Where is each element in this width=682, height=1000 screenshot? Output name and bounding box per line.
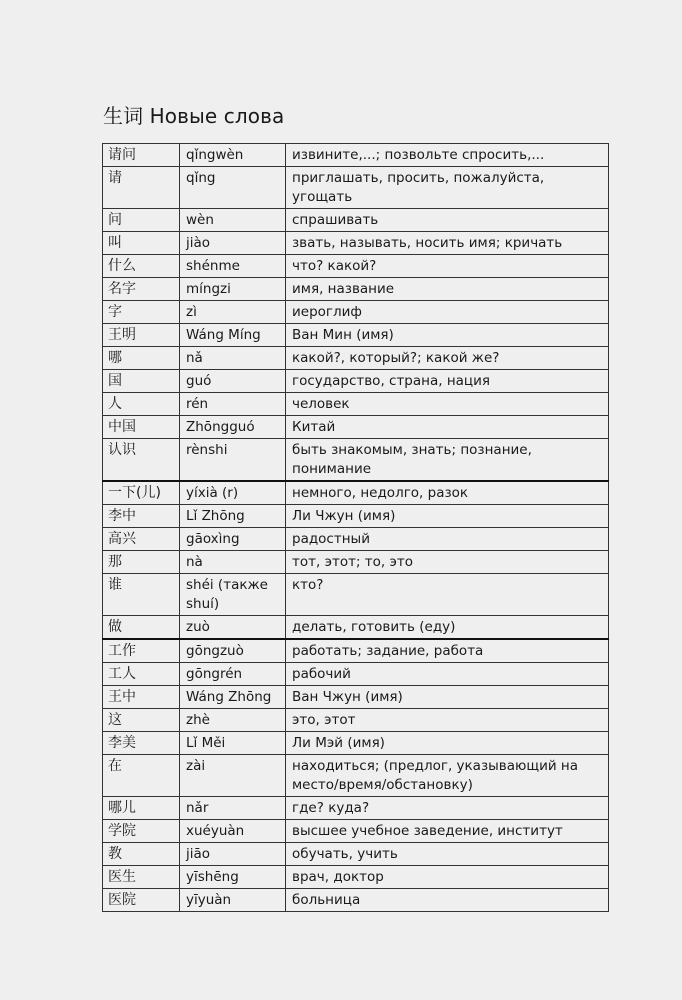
translation-cell: делать, готовить (еду) (286, 616, 609, 640)
pinyin-cell: yīyuàn (180, 889, 286, 912)
translation-cell: Ли Чжун (имя) (286, 505, 609, 528)
translation-cell: человек (286, 393, 609, 416)
translation-cell: что? какой? (286, 255, 609, 278)
table-row (103, 889, 609, 912)
pinyin-cell: yīshēng (180, 866, 286, 889)
hanzi-cell: 教 (103, 843, 180, 866)
translation-cell: высшее учебное заведение, институт (286, 820, 609, 843)
translation-cell: государство, страна, нация (286, 370, 609, 393)
table-row (103, 551, 609, 574)
translation-cell: Ван Мин (имя) (286, 324, 609, 347)
table-row (103, 616, 609, 640)
translation-cell: кто? (286, 574, 609, 616)
pinyin-cell: qǐngwèn (180, 144, 286, 167)
pinyin-cell: shénme (180, 255, 286, 278)
hanzi-cell: 谁 (103, 574, 180, 616)
hanzi-cell: 哪儿 (103, 797, 180, 820)
pinyin-cell: gōngrén (180, 663, 286, 686)
pinyin-cell: Lǐ Měi (180, 732, 286, 755)
translation-cell: звать, называть, носить имя; кричать (286, 232, 609, 255)
table-row (103, 843, 609, 866)
table-row (103, 370, 609, 393)
translation-cell: работать; задание, работа (286, 639, 609, 663)
table-row (103, 324, 609, 347)
pinyin-cell: qǐng (180, 167, 286, 209)
pinyin-cell: shéi (также shuí) (180, 574, 286, 616)
hanzi-cell: 在 (103, 755, 180, 797)
pinyin-cell: nǎr (180, 797, 286, 820)
table-row (103, 232, 609, 255)
table-row (103, 732, 609, 755)
translation-cell: Китай (286, 416, 609, 439)
hanzi-cell: 做 (103, 616, 180, 640)
page-title: 生词 Новые слова (103, 104, 285, 128)
hanzi-cell: 请 (103, 167, 180, 209)
table-row (103, 167, 609, 209)
table-row (103, 505, 609, 528)
vocabulary-table (102, 143, 609, 912)
translation-cell: больница (286, 889, 609, 912)
pinyin-cell: Zhōngguó (180, 416, 286, 439)
pinyin-cell: zài (180, 755, 286, 797)
table-row (103, 820, 609, 843)
hanzi-cell: 李中 (103, 505, 180, 528)
hanzi-cell: 名字 (103, 278, 180, 301)
table-row (103, 574, 609, 616)
pinyin-cell: jiāo (180, 843, 286, 866)
hanzi-cell: 医院 (103, 889, 180, 912)
table-row (103, 416, 609, 439)
translation-cell: приглашать, просить, пожалуйста, угощать (286, 167, 609, 209)
table-row (103, 347, 609, 370)
hanzi-cell: 工作 (103, 639, 180, 663)
pinyin-cell: rènshi (180, 439, 286, 482)
pinyin-cell: nà (180, 551, 286, 574)
table-row (103, 866, 609, 889)
hanzi-cell: 中国 (103, 416, 180, 439)
pinyin-cell: Wáng Míng (180, 324, 286, 347)
translation-cell: иероглиф (286, 301, 609, 324)
table-row (103, 209, 609, 232)
pinyin-cell: nǎ (180, 347, 286, 370)
hanzi-cell: 人 (103, 393, 180, 416)
table-row (103, 709, 609, 732)
hanzi-cell: 国 (103, 370, 180, 393)
table-row (103, 686, 609, 709)
hanzi-cell: 医生 (103, 866, 180, 889)
table-row (103, 144, 609, 167)
table-row (103, 439, 609, 482)
hanzi-cell: 李美 (103, 732, 180, 755)
table-row (103, 528, 609, 551)
hanzi-cell: 请问 (103, 144, 180, 167)
hanzi-cell: 王明 (103, 324, 180, 347)
pinyin-cell: gāoxìng (180, 528, 286, 551)
translation-cell: радостный (286, 528, 609, 551)
hanzi-cell: 叫 (103, 232, 180, 255)
hanzi-cell: 高兴 (103, 528, 180, 551)
hanzi-cell: 学院 (103, 820, 180, 843)
pinyin-cell: rén (180, 393, 286, 416)
table-row (103, 755, 609, 797)
table-row (103, 278, 609, 301)
hanzi-cell: 字 (103, 301, 180, 324)
pinyin-cell: gōngzuò (180, 639, 286, 663)
pinyin-cell: yíxià (r) (180, 481, 286, 505)
vocabulary-table-body (103, 144, 609, 912)
translation-cell: врач, доктор (286, 866, 609, 889)
translation-cell: быть знакомым, знать; познание, понимание (286, 439, 609, 482)
hanzi-cell: 工人 (103, 663, 180, 686)
translation-cell: тот, этот; то, это (286, 551, 609, 574)
hanzi-cell: 那 (103, 551, 180, 574)
pinyin-cell: guó (180, 370, 286, 393)
pinyin-cell: Wáng Zhōng (180, 686, 286, 709)
pinyin-cell: wèn (180, 209, 286, 232)
table-row (103, 481, 609, 505)
translation-cell: рабочий (286, 663, 609, 686)
translation-cell: извините,...; позвольте спросить,... (286, 144, 609, 167)
pinyin-cell: xuéyuàn (180, 820, 286, 843)
hanzi-cell: 认识 (103, 439, 180, 482)
table-row (103, 639, 609, 663)
translation-cell: где? куда? (286, 797, 609, 820)
translation-cell: это, этот (286, 709, 609, 732)
pinyin-cell: zhè (180, 709, 286, 732)
translation-cell: немного, недолго, разок (286, 481, 609, 505)
translation-cell: находиться; (предлог, указывающий на место/время/обстановку) (286, 755, 609, 797)
hanzi-cell: 这 (103, 709, 180, 732)
table-row (103, 663, 609, 686)
pinyin-cell: zì (180, 301, 286, 324)
table-row (103, 301, 609, 324)
translation-cell: обучать, учить (286, 843, 609, 866)
hanzi-cell: 王中 (103, 686, 180, 709)
translation-cell: спрашивать (286, 209, 609, 232)
pinyin-cell: míngzi (180, 278, 286, 301)
hanzi-cell: 什么 (103, 255, 180, 278)
pinyin-cell: Lǐ Zhōng (180, 505, 286, 528)
hanzi-cell: 一下(儿) (103, 481, 180, 505)
table-row (103, 393, 609, 416)
table-row (103, 255, 609, 278)
table-row (103, 797, 609, 820)
pinyin-cell: zuò (180, 616, 286, 640)
translation-cell: Ли Мэй (имя) (286, 732, 609, 755)
pinyin-cell: jiào (180, 232, 286, 255)
translation-cell: какой?, который?; какой же? (286, 347, 609, 370)
hanzi-cell: 哪 (103, 347, 180, 370)
translation-cell: Ван Чжун (имя) (286, 686, 609, 709)
hanzi-cell: 问 (103, 209, 180, 232)
translation-cell: имя, название (286, 278, 609, 301)
